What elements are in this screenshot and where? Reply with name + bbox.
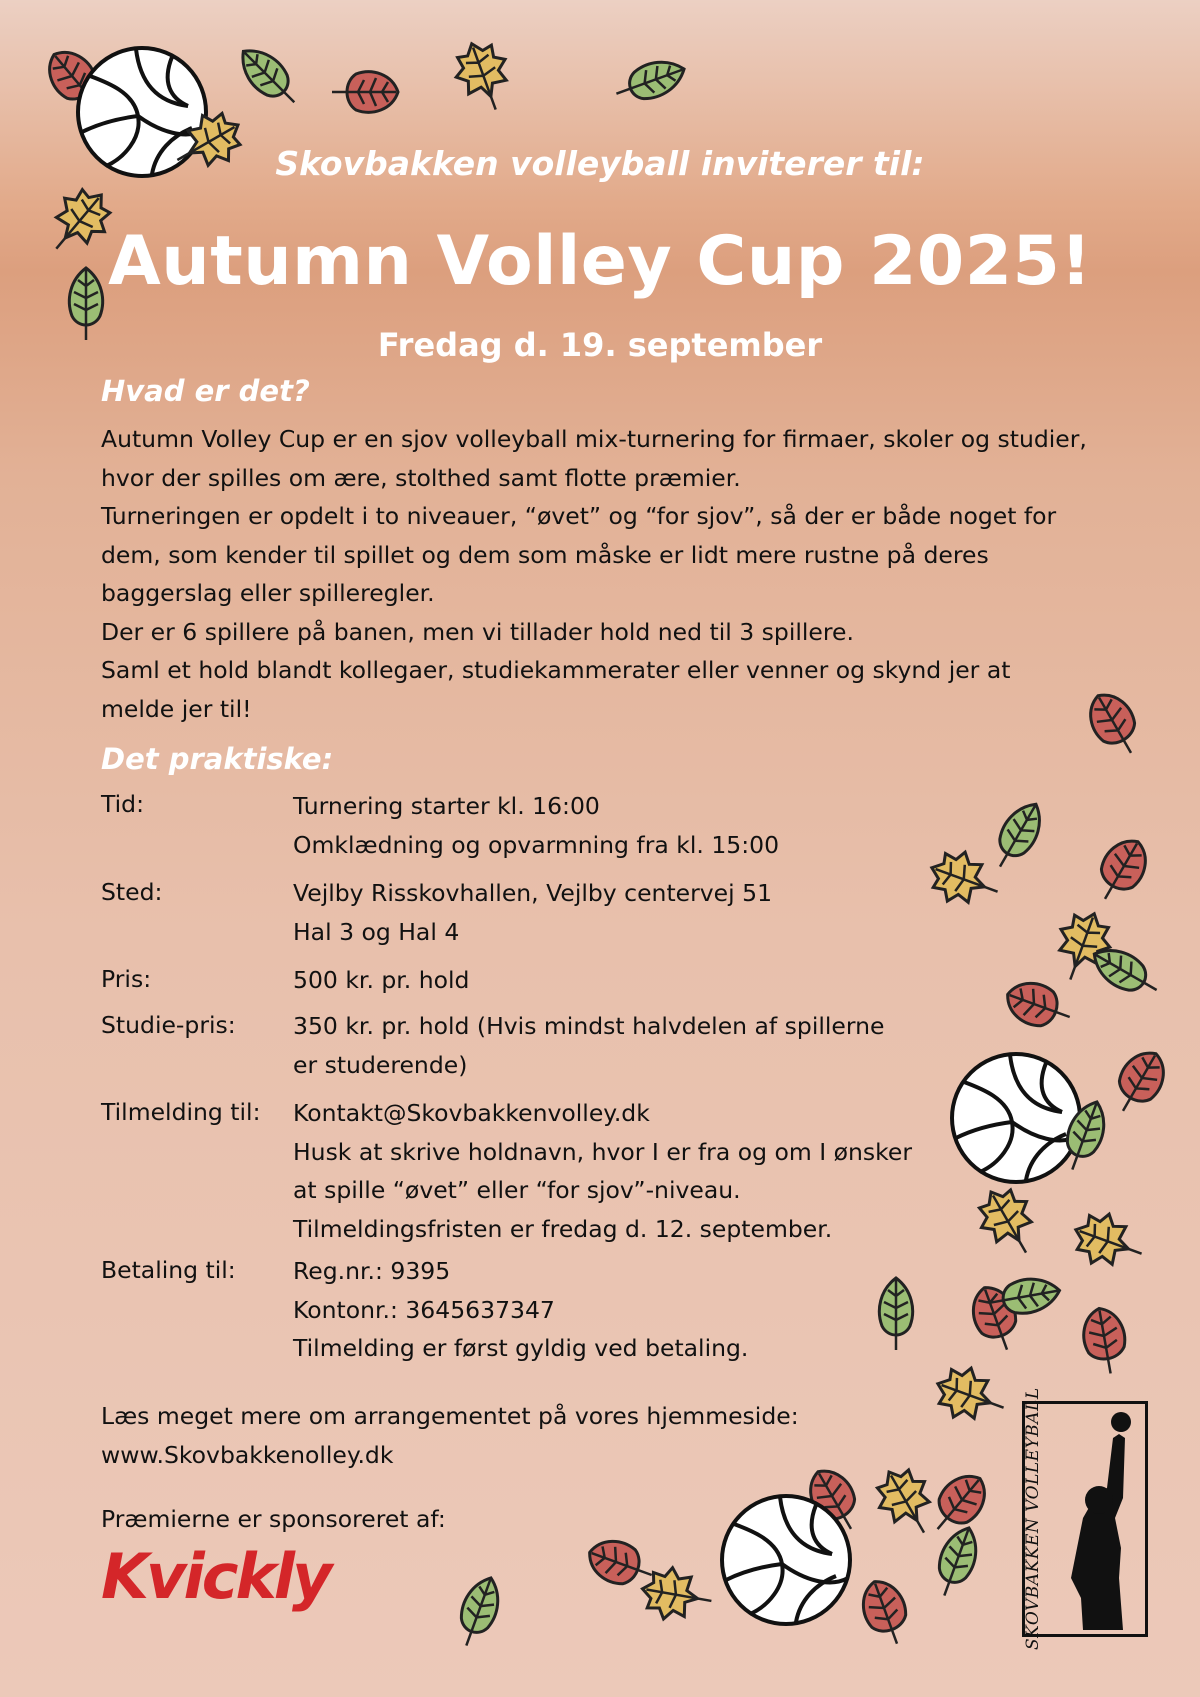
value-line: Husk at skrive holdnavn, hvor I er fra og om I ønsker [293, 1137, 913, 1166]
value-line: 500 kr. pr. hold [293, 966, 470, 994]
about-text [101, 420, 1101, 728]
row-value-payment [293, 1252, 748, 1368]
value-line: er studerende) [293, 1050, 468, 1079]
leaf-icon [638, 1563, 716, 1626]
more-info-text: Læs meget mere om arrangementet på vores hjemmeside: [101, 1402, 799, 1430]
value-line: 350 kr. pr. hold (Hvis mindst halvdelen af spillerne [293, 1012, 885, 1040]
leaf-icon [929, 1522, 985, 1601]
leaf-icon [332, 72, 398, 113]
leaf-icon [1067, 1205, 1151, 1278]
leaf-icon [611, 53, 690, 109]
sponsor-logo: Kvickly [101, 1540, 330, 1613]
value-line: Tilmelding er først gyldig ved betaling. [293, 1334, 749, 1362]
row-label-signup: Tilmelding til: [101, 1098, 261, 1126]
volleyball-icon [722, 1496, 850, 1624]
club-logo [1022, 1387, 1148, 1650]
leaf-icon [1087, 832, 1155, 909]
value-line: Hal 3 og Hal 4 [293, 917, 460, 946]
row-value-price [293, 961, 469, 1000]
value-line: Vejlby Risskovhallen, Vejlby centervej 51 [293, 879, 773, 907]
signup-email[interactable]: Kontakt@Skovbakkenvolley.dk [293, 1099, 650, 1127]
about-line: Saml et hold blandt kollegaer, studiekammerater eller venner og skynd jer at [101, 656, 1011, 684]
row-value-student-price [293, 1007, 884, 1084]
leaf-icon [451, 1572, 507, 1651]
website-link[interactable]: www.Skovbakkenolley.dk [101, 1440, 394, 1469]
value-line: Kontonr.: 3645637347 [293, 1295, 555, 1324]
about-heading: Hvad er det? [101, 374, 310, 408]
about-line: dem, som kender til spillet og dem som måske er lidt mere rustne på deres [101, 540, 989, 569]
row-value-place [293, 874, 772, 951]
leaf-icon [929, 1359, 1013, 1432]
row-label-price: Pris: [101, 965, 152, 993]
leaf-icon [447, 35, 520, 119]
about-line: Turneringen er opdelt i to niveauer, “øvet” og “for sjov”, så der er både noget for [101, 502, 1057, 530]
value-line: Reg.nr.: 9395 [293, 1257, 451, 1285]
leaf-icon [986, 796, 1051, 875]
about-line: melde jer til! [101, 694, 252, 723]
leaf-icon [1079, 1305, 1130, 1377]
invite-line: Skovbakken volleyball inviterer til: [275, 144, 925, 183]
leaf-icon [866, 1459, 946, 1546]
row-value-time [293, 787, 779, 864]
volleyball-icon [952, 1054, 1080, 1182]
row-label-place: Sted: [101, 878, 163, 906]
leaf-icon [1105, 1044, 1173, 1121]
sponsor-label: Præmierne er sponsoreret af: [101, 1505, 446, 1533]
row-value-signup [293, 1094, 912, 1248]
leaf-icon [1001, 975, 1077, 1036]
page-title: Autumn Volley Cup 2025! [108, 222, 1092, 301]
leaf-icon [968, 1179, 1048, 1266]
value-line: Omklædning og opvarmning fra kl. 15:00 [293, 830, 780, 859]
leaf-icon [922, 1466, 995, 1543]
row-label-time: Tid: [101, 790, 144, 818]
leaf-icon [232, 40, 306, 114]
value-line: Turnering starter kl. 16:00 [293, 792, 600, 820]
about-line: baggerslag eller spilleregler. [101, 579, 435, 607]
leaf-icon [879, 1278, 912, 1350]
about-line: hvor der spilles om ære, stolthed samt flotte præmier. [101, 463, 741, 492]
row-label-student-price: Studie-pris: [101, 1011, 236, 1039]
event-date: Fredag d. 19. september [377, 326, 823, 364]
volleyball-player-silhouette-icon [1063, 1408, 1143, 1634]
value-line: Tilmeldingsfristen er fredag d. 12. september. [293, 1214, 833, 1243]
about-line: Der er 6 spillere på banen, men vi tillader hold ned til 3 spillere. [101, 617, 854, 646]
about-line: Autumn Volley Cup er en sjov volleyball mix-turnering for firmaer, skoler og studier, [101, 425, 1087, 453]
practical-heading: Det praktiske: [101, 742, 334, 776]
leaf-icon [855, 1575, 916, 1651]
more-info [101, 1397, 799, 1474]
value-line: at spille “øvet” eller “for sjov”-niveau. [293, 1176, 741, 1204]
leaf-icon [923, 843, 1007, 916]
club-logo-text: SKOVBAKKEN VOLLEYBALL [1023, 1387, 1043, 1650]
row-label-payment: Betaling til: [101, 1256, 236, 1284]
